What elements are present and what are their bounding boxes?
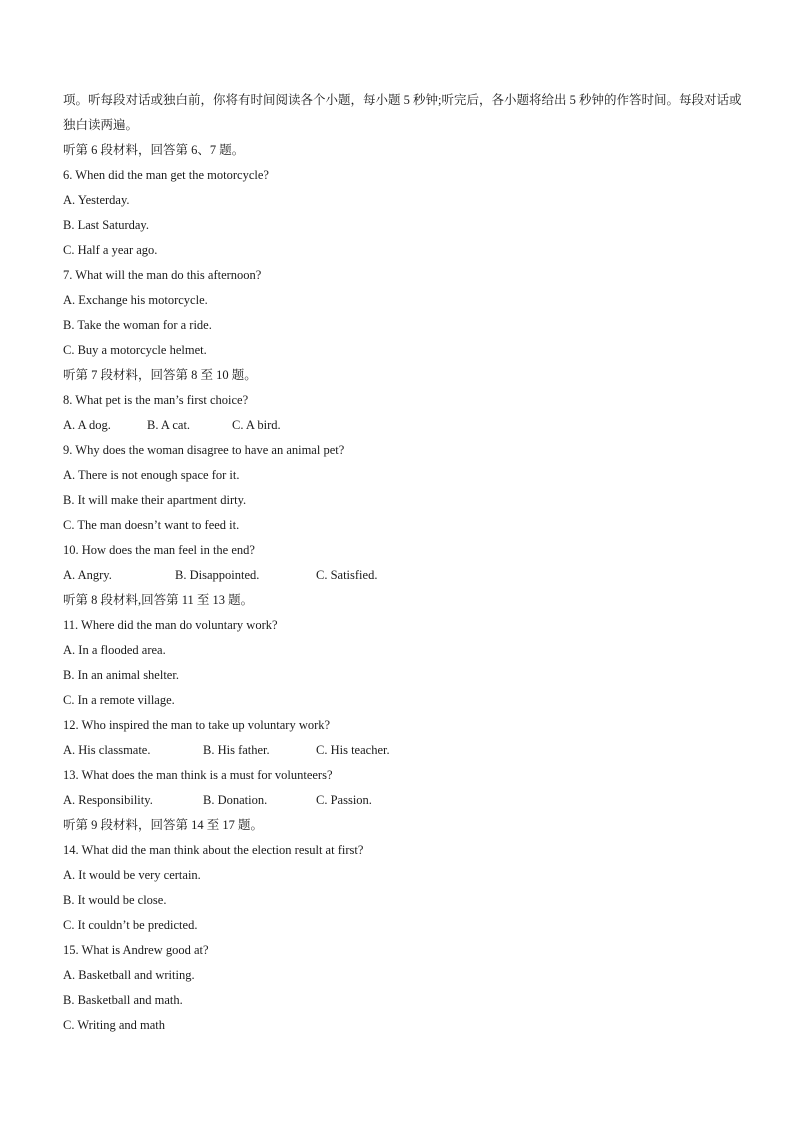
question-13-stem: 13. What does the man think is a must for volunteers? [63, 768, 333, 782]
question-12-stem: 12. Who inspired the man to take up voluntary work? [63, 718, 331, 732]
instructions-paragraph: 项。听每段对话或独白前，你将有时间阅读各个小题，每小题 5 秒钟;听完后，各小题将给出 5 秒钟的作答时间。每段对话或独白读两遍。 [63, 93, 742, 132]
question-11-option-b: B. In an animal shelter. [63, 668, 179, 682]
section-6-heading: 听第 6 段材料，回答第 6、7 题。 [63, 143, 245, 157]
question-10-option-b: B. Disappointed. [175, 568, 260, 582]
question-14-option-a: A. It would be very certain. [63, 868, 201, 882]
question-9-option-c: C. The man doesn’t want to feed it. [63, 518, 240, 532]
question-15-option-b: B. Basketball and math. [63, 993, 183, 1007]
question-15-option-a: A. Basketball and writing. [63, 968, 195, 982]
question-15-option-c: C. Writing and math [63, 1018, 166, 1032]
question-6-option-c: C. Half a year ago. [63, 243, 158, 257]
question-12-option-c: C. His teacher. [316, 743, 390, 757]
question-8-option-b: B. A cat. [147, 418, 191, 432]
question-9-option-b: B. It will make their apartment dirty. [63, 493, 247, 507]
question-7-option-c: C. Buy a motorcycle helmet. [63, 343, 207, 357]
question-10-option-c: C. Satisfied. [316, 568, 378, 582]
question-7-option-b: B. Take the woman for a ride. [63, 318, 212, 332]
question-8-stem: 8. What pet is the man’s first choice? [63, 393, 249, 407]
question-13-option-a: A. Responsibility. [63, 793, 153, 807]
question-13-option-c: C. Passion. [316, 793, 372, 807]
question-8-option-c: C. A bird. [232, 418, 281, 432]
section-9-heading: 听第 9 段材料，回答第 14 至 17 题。 [63, 818, 264, 832]
question-7-option-a: A. Exchange his motorcycle. [63, 293, 208, 307]
question-10-option-a: A. Angry. [63, 568, 112, 582]
question-6-option-a: A. Yesterday. [63, 193, 130, 207]
section-8-heading: 听第 8 段材料,回答第 11 至 13 题。 [63, 593, 254, 607]
question-12-option-b: B. His father. [203, 743, 270, 757]
question-14-stem: 14. What did the man think about the election result at first? [63, 843, 364, 857]
question-13-option-b: B. Donation. [203, 793, 268, 807]
question-9-option-a: A. There is not enough space for it. [63, 468, 240, 482]
question-8-option-a: A. A dog. [63, 418, 111, 432]
question-14-option-c: C. It couldn’t be predicted. [63, 918, 198, 932]
question-11-option-a: A. In a flooded area. [63, 643, 166, 657]
question-7-stem: 7. What will the man do this afternoon? [63, 268, 262, 282]
section-7-heading: 听第 7 段材料，回答第 8 至 10 题。 [63, 368, 257, 382]
question-14-option-b: B. It would be close. [63, 893, 167, 907]
question-6-option-b: B. Last Saturday. [63, 218, 149, 232]
question-12-option-a: A. His classmate. [63, 743, 151, 757]
question-10-stem: 10. How does the man feel in the end? [63, 543, 255, 557]
question-9-stem: 9. Why does the woman disagree to have an animal pet? [63, 443, 345, 457]
question-6-stem: 6. When did the man get the motorcycle? [63, 168, 269, 182]
question-15-stem: 15. What is Andrew good at? [63, 943, 209, 957]
question-11-option-c: C. In a remote village. [63, 693, 175, 707]
question-11-stem: 11. Where did the man do voluntary work? [63, 618, 278, 632]
